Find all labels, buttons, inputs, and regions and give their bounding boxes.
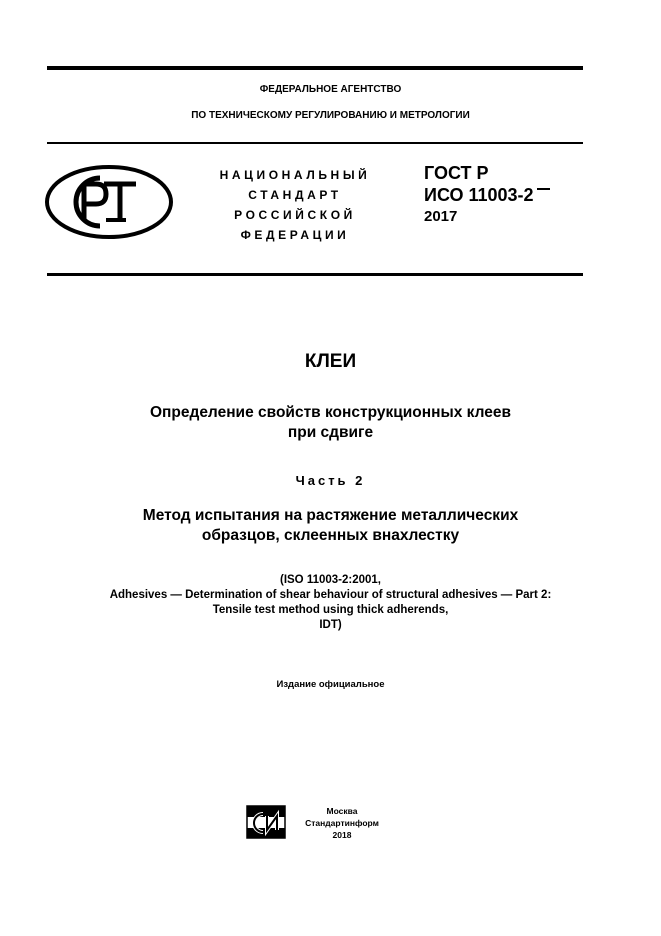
header-rule bbox=[47, 142, 583, 144]
iso-reference bbox=[0, 573, 661, 633]
subtitle-line-1: Определение свойств конструкционных клеев bbox=[149, 404, 512, 421]
national-line-2: СТАНДАРТ bbox=[248, 188, 342, 202]
document-subtitle bbox=[0, 403, 661, 443]
document-title: КЛЕИ bbox=[304, 351, 357, 372]
publisher-year: 2018 bbox=[332, 830, 352, 840]
designation-line-1: ГОСТ Р bbox=[424, 163, 489, 183]
national-line-3: РОССИЙСКОЙ bbox=[234, 208, 356, 222]
designation-year: 2017 bbox=[424, 208, 458, 225]
publisher-name: Стандартинформ bbox=[305, 818, 379, 828]
publisher-block bbox=[292, 805, 392, 841]
method-title bbox=[0, 506, 661, 546]
national-standard-label bbox=[200, 165, 390, 245]
standard-designation bbox=[424, 162, 550, 228]
top-rule bbox=[47, 66, 583, 70]
official-edition: Издание официальное bbox=[276, 679, 385, 690]
agency-line-1: ФЕДЕРАЛЬНОЕ АГЕНТСТВО bbox=[259, 84, 402, 95]
iso-line-2: Adhesives — Determination of shear behaviour of structural adhesives — Part 2: bbox=[109, 589, 552, 601]
iso-line-1: (ISO 11003-2:2001, bbox=[279, 574, 381, 586]
designation-line-2: ИСО 11003-2 bbox=[424, 185, 534, 205]
agency-line-2: ПО ТЕХНИЧЕСКОМУ РЕГУЛИРОВАНИЮ И МЕТРОЛОГИИ bbox=[191, 110, 470, 121]
rst-certification-mark-icon bbox=[44, 164, 174, 245]
iso-line-4: IDT) bbox=[319, 619, 342, 631]
standartinform-logo-icon bbox=[246, 805, 286, 844]
section-rule bbox=[47, 273, 583, 276]
method-line-1: Метод испытания на растяжение металлических bbox=[142, 507, 519, 524]
national-line-1: НАЦИОНАЛЬНЫЙ bbox=[219, 168, 371, 182]
method-line-2: образцов, склеенных внахлестку bbox=[201, 527, 460, 544]
designation-dash bbox=[537, 188, 550, 190]
part-label: Часть 2 bbox=[295, 473, 366, 488]
iso-line-3: Tensile test method using thick adherends, bbox=[212, 604, 449, 616]
national-line-4: ФЕДЕРАЦИИ bbox=[240, 228, 350, 242]
publisher-city: Москва bbox=[326, 806, 358, 816]
subtitle-line-2: при сдвиге bbox=[287, 424, 374, 441]
